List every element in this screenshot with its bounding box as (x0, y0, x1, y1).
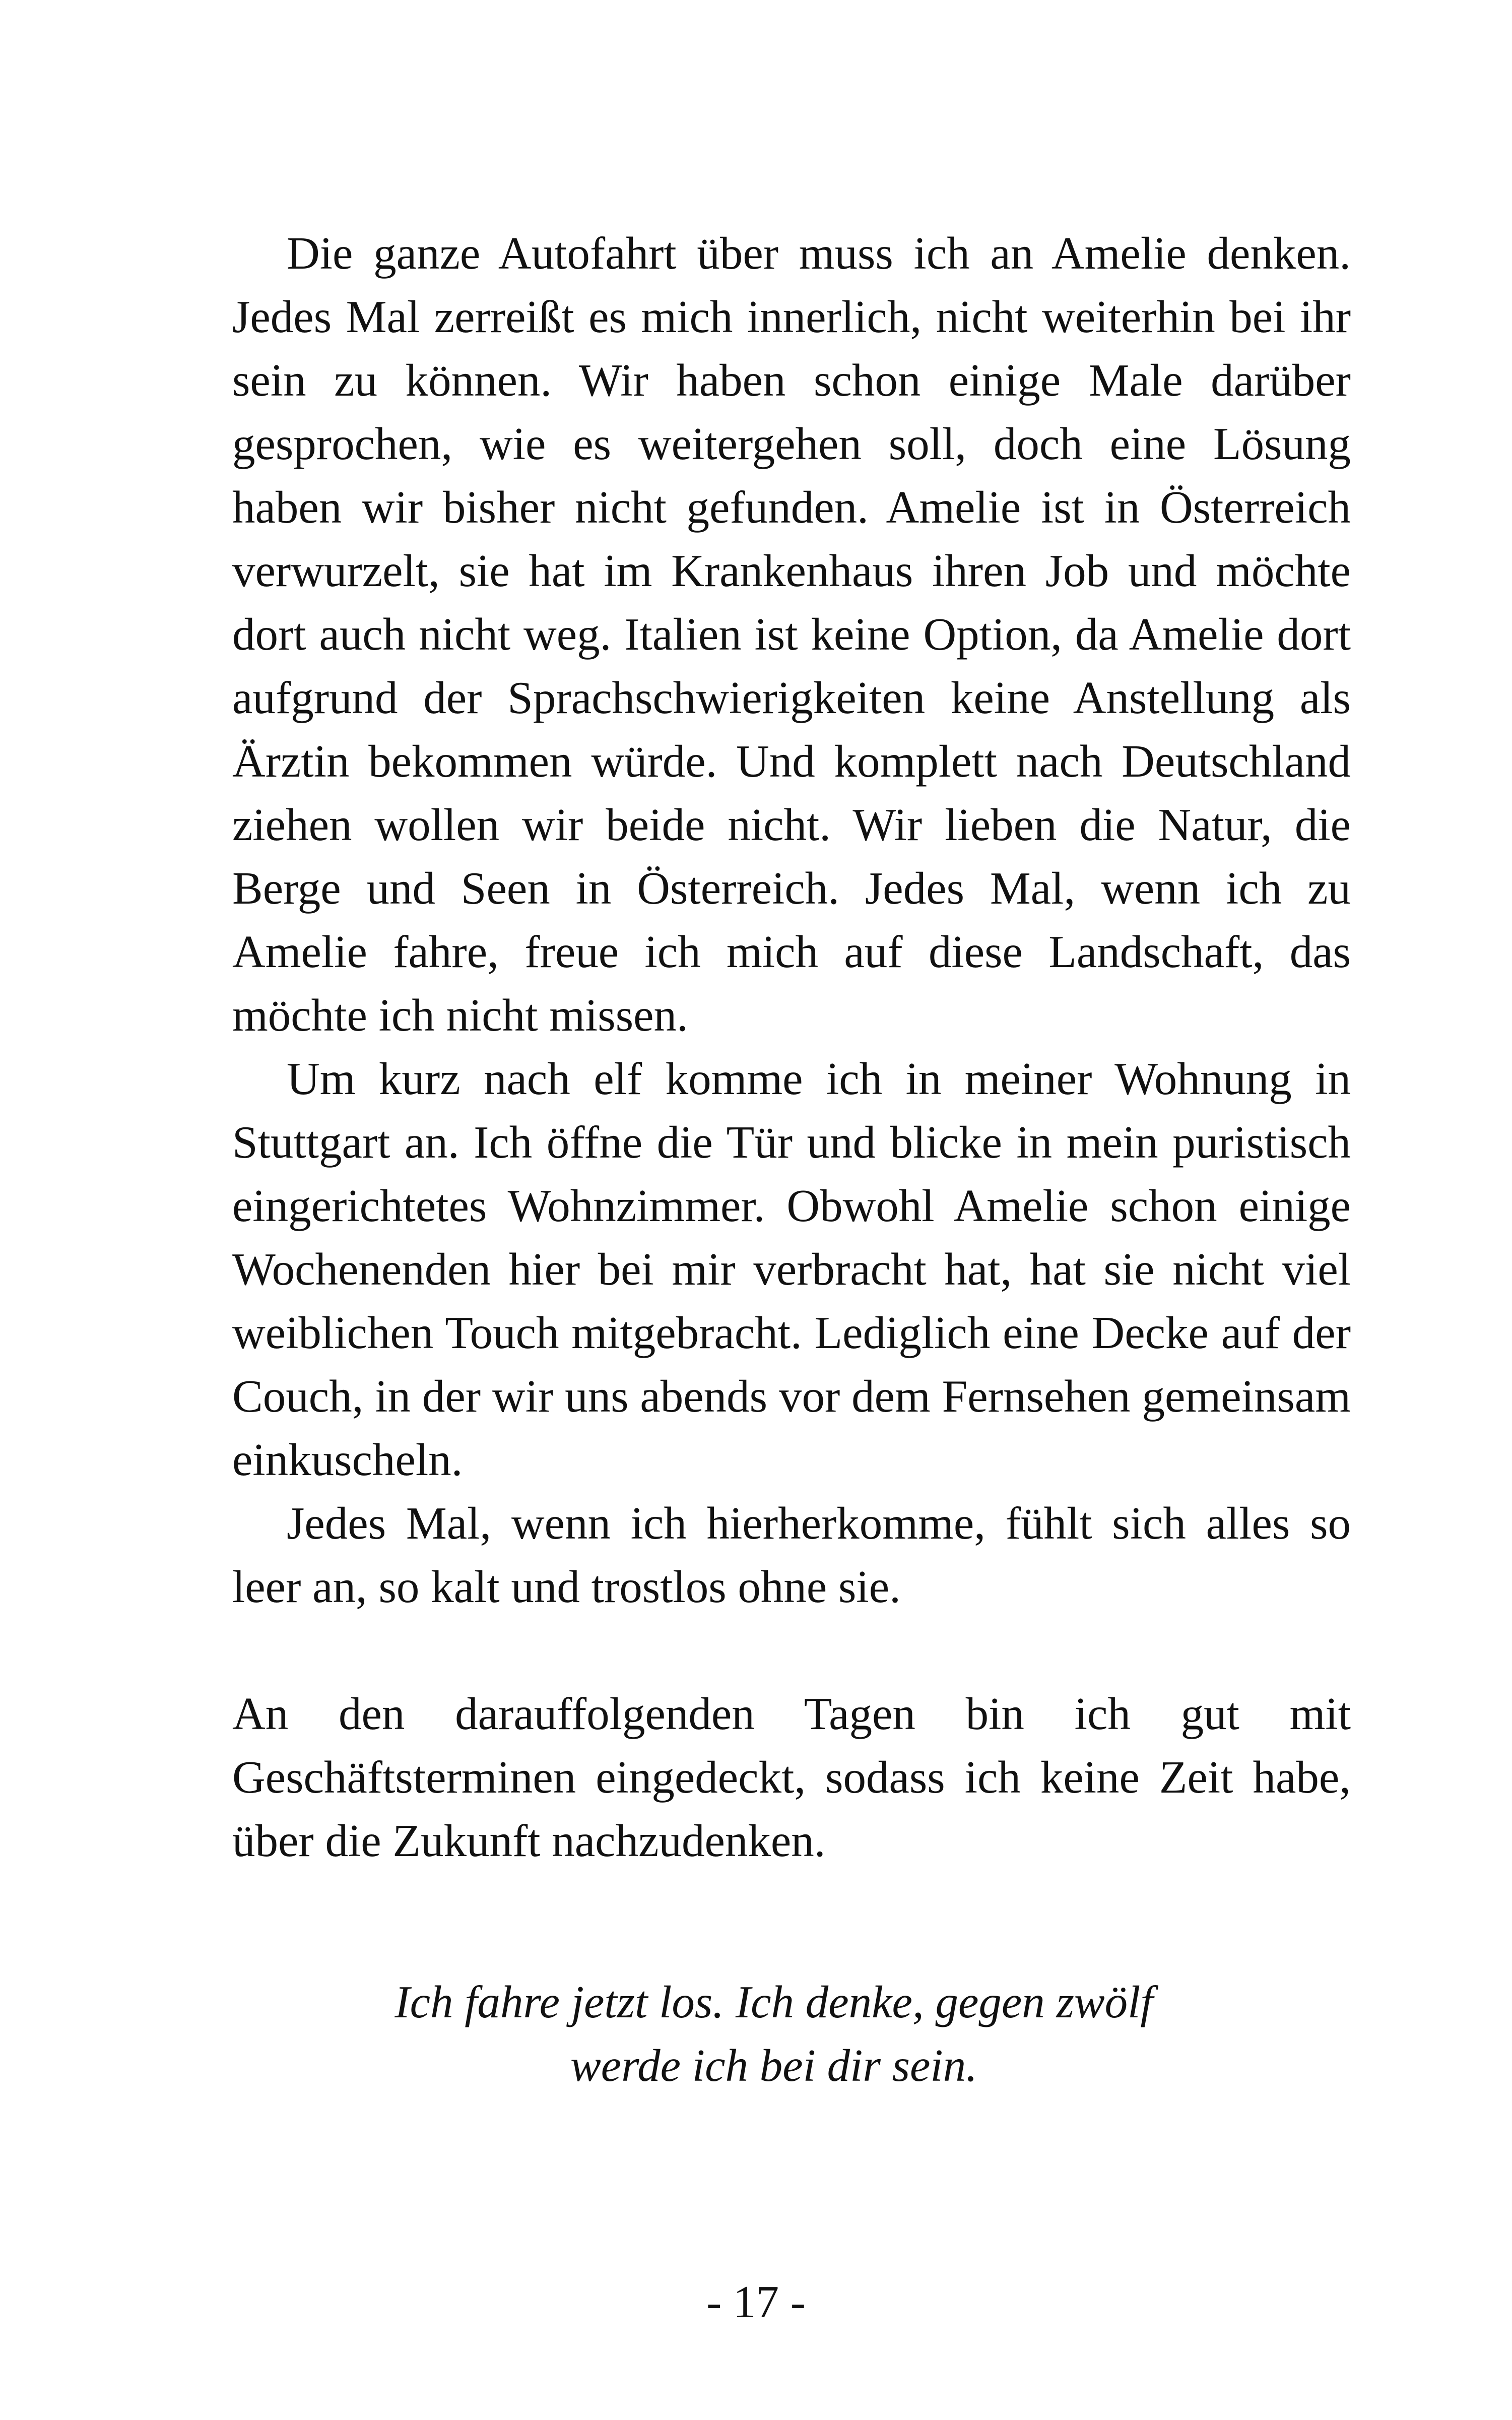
text-message-line-1: Ich fahre jetzt los. Ich denke, gegen zwölf (395, 1977, 1153, 2027)
paragraph-3: Jedes Mal, wenn ich hierherkomme, fühlt sich alles so leer an, so kalt und trostlos ohne sie. (232, 1498, 1351, 1612)
paragraph-2: Um kurz nach elf komme ich in meiner Wohnung in Stuttgart an. Ich öffne die Tür und blicke in mein puristisch eingerichtetes Wohnzimmer. Obwohl Amelie schon einige Wochenenden hier bei mir verbracht hat, hat sie nicht viel weiblichen Touch mitgebracht. Lediglich eine Decke auf der Couch, in der wir uns abends vor dem Fernsehen gemeinsam einkuscheln. (232, 1053, 1351, 1485)
section-break (232, 1619, 1351, 1682)
paragraph-4: An den darauffolgenden Tagen bin ich gut mit Geschäftsterminen eingedeckt, sodass ich keine Zeit habe, über die Zukunft nachzudenken. (232, 1688, 1351, 1866)
text-message (232, 1970, 1316, 2097)
page-number: - 17 - (706, 2276, 806, 2327)
text-message-line-2: werde ich bei dir sein. (570, 2040, 977, 2091)
body-text (232, 222, 1351, 1873)
paragraph-1: Die ganze Autofahrt über muss ich an Amelie denken. Jedes Mal zerreißt es mich innerlich, nicht weiterhin bei ihr sein zu können. Wir haben schon einige Male darüber gesprochen, wie es weitergehen soll, doch eine Lösung haben wir bisher nicht gefunden. Amelie ist in Österreich verwurzelt, sie hat im Krankenhaus ihren Job und möchte dort auch nicht weg. Italien ist keine Option, da Amelie dort aufgrund der Sprachschwierigkeiten keine Anstellung als Ärztin bekommen würde. Und komplett nach Deutschland ziehen wollen wir beide nicht. Wir lieben die Natur, die Berge und Seen in Österreich. Jedes Mal, wenn ich zu Amelie fahre, freue ich mich auf diese Landschaft, das möchte ich nicht missen. (232, 228, 1351, 1041)
